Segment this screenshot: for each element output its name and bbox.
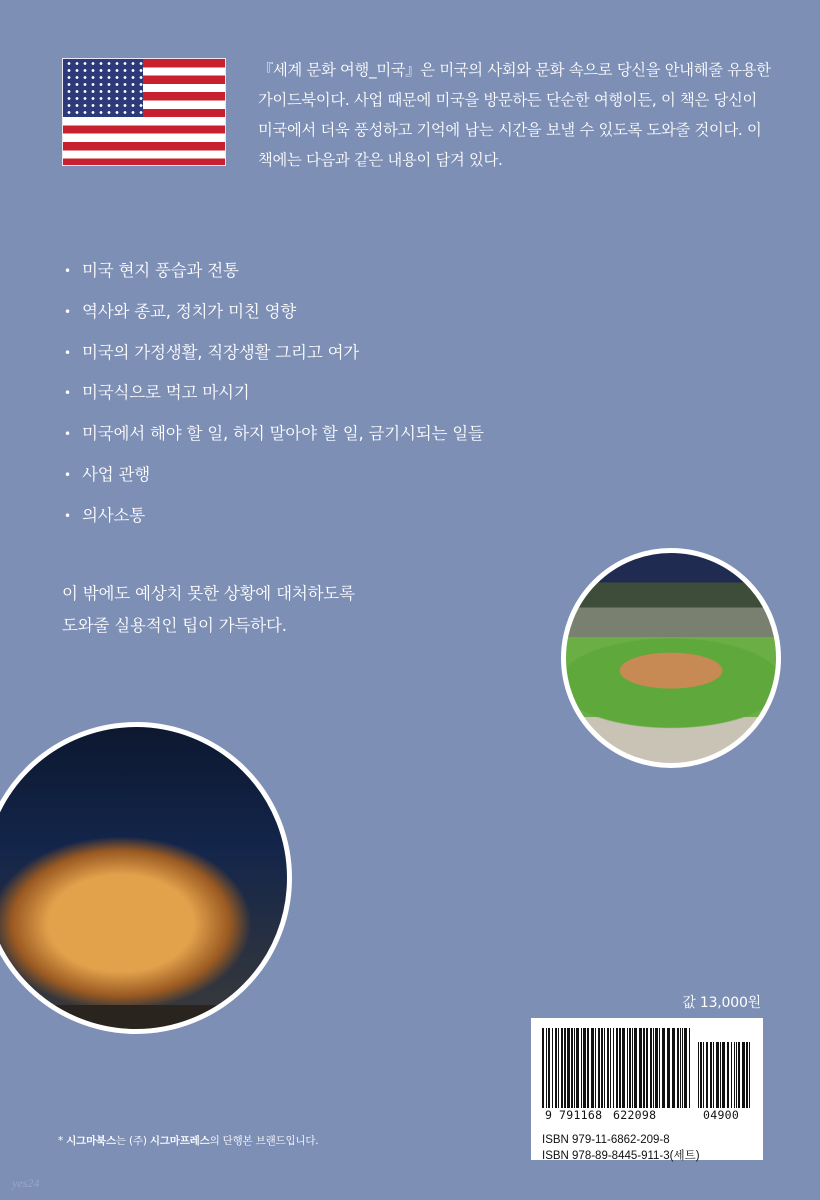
barcode-digits-addon: 04900 [703,1108,740,1122]
list-item: • 의사소통 [62,503,484,544]
brand-note-rest: 의 단행본 브랜드입니다. [209,1135,319,1147]
brand-note-particle: 는 [115,1135,126,1147]
list-item: • 역사와 종교, 정치가 미친 영향 [62,299,484,340]
list-item: • 미국에서 해야 할 일, 하지 말아야 할 일, 금기시되는 일들 [62,421,484,462]
barcode-box [531,1018,763,1160]
us-flag-icon [62,58,226,166]
barcode-digits-left: 791168 [559,1108,603,1122]
brand-note [58,1133,318,1148]
barcode-digit-first: 9 [545,1108,553,1122]
baseball-stadium-photo [561,548,781,768]
isbn-set: ISBN 978-89-8445-911-3(세트) [542,1150,700,1162]
list-item: • 미국의 가정생활, 직장생활 그리고 여가 [62,340,484,381]
watermark: yes24 [12,1176,40,1190]
list-item: • 미국식으로 먹고 마시기 [62,380,484,421]
barcode-digits-right: 622098 [613,1108,657,1122]
isbn-single: ISBN 979-11-6862-209-8 [542,1134,670,1146]
feature-list [62,258,484,544]
tips-line: 도와줄 실용적인 팁이 가득하다. [62,616,287,635]
brand-name: 시그마북스 [66,1135,116,1147]
isbn-block [542,1132,700,1164]
list-item: • 미국 현지 풍습과 전통 [62,258,484,299]
list-item: • 사업 관행 [62,462,484,503]
tips-line: 이 밖에도 예상치 못한 상황에 대처하도록 [62,584,355,603]
brand-note-bullet: * [58,1135,64,1147]
concert-hall-photo [0,722,292,1034]
company-name: 시그마프레스 [149,1135,210,1147]
tips-paragraph [62,578,482,642]
intro-paragraph: 『세계 문화 여행_미국』은 미국의 사회와 문화 속으로 당신을 안내해줄 유용한 가이드북이다. 사업 때문에 미국을 방문하든 단순한 여행이든, 이 책은 당신이 미국에서 더욱 풍성하고 기억에 남는 시간을 보낼 수 있도록 도와줄 것이다. 이 책에는 다음과 같은 내용이 담겨 있다. [258,61,771,169]
barcode-icon [542,1028,752,1108]
price-label: 값 13,000원 [682,995,761,1011]
flag-canton [63,59,143,117]
brand-note-corp: (주) [129,1135,147,1147]
